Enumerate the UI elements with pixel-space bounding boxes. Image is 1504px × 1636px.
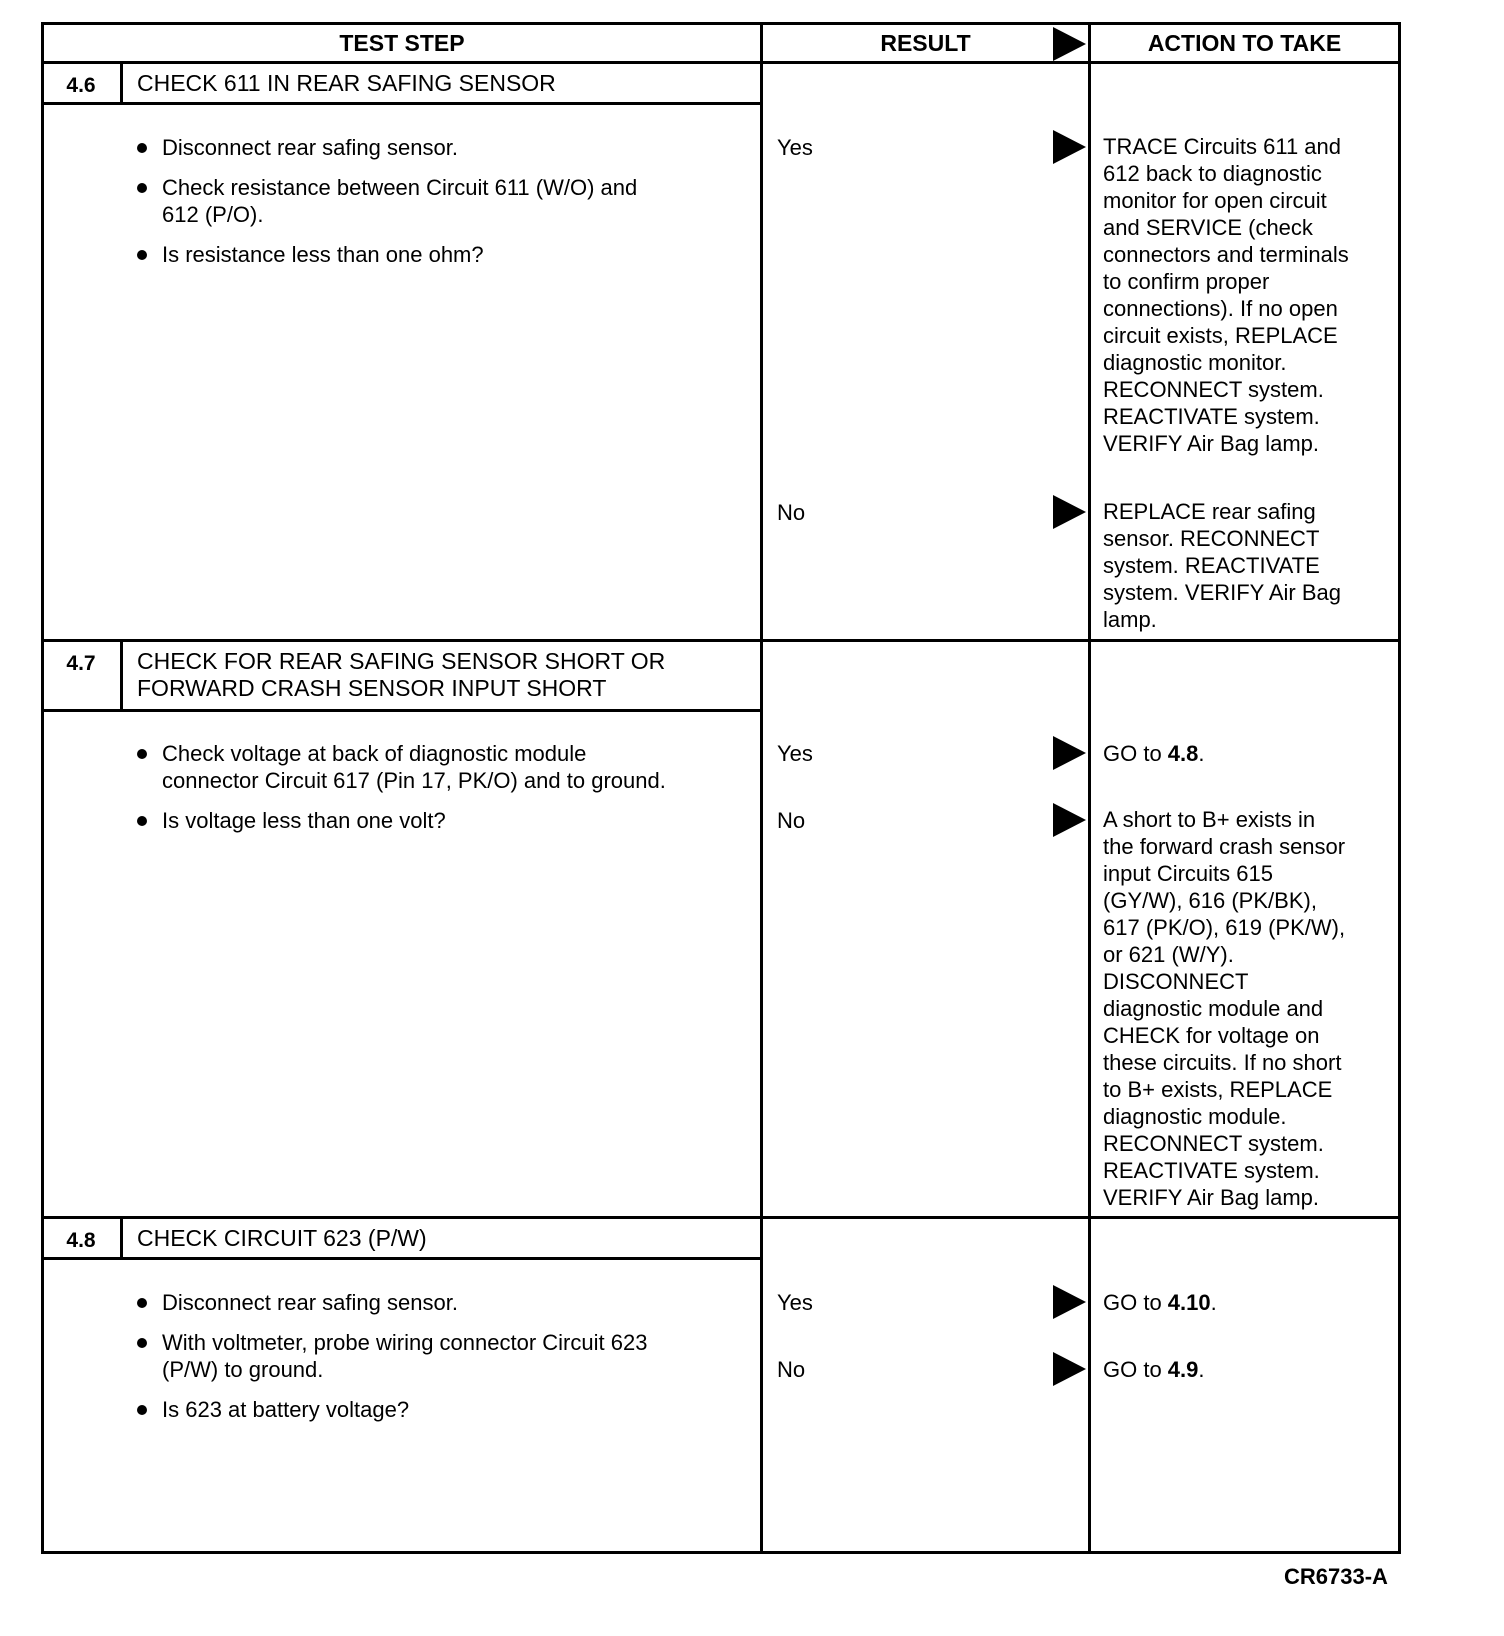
table-right-border bbox=[1398, 22, 1401, 1553]
result-arrow-icon bbox=[1053, 1352, 1086, 1386]
step-instruction: With voltmeter, probe wiring connector Circuit 623 (P/W) to ground. bbox=[162, 1330, 648, 1382]
action-text: A short to B+ exists in the forward crash sensor input Circuits 615 (GY/W), 616 (PK/BK), 617 (PK/O), 619 (PK/W), or 621 (W/Y). DISCONNECT diagnostic module and CHECK for voltage on these circuits. If no short to B+ exists, REPLACE diagnostic module. RECONNECT system. REACTIVATE system. VERIFY Air Bag lamp. bbox=[1103, 807, 1346, 1210]
result-label: No bbox=[777, 1357, 806, 1382]
header-test-step: TEST STEP bbox=[339, 30, 465, 56]
step-number: 4.6 bbox=[66, 74, 96, 97]
step-instruction: Check resistance between Circuit 611 (W/O) and 612 (P/O). bbox=[162, 175, 638, 227]
table-bottom-border bbox=[41, 1551, 1401, 1554]
action-text bbox=[1103, 1356, 1398, 1383]
action-text: REPLACE rear safing sensor. RECONNECT system. REACTIVATE system. VERIFY Air Bag lamp. bbox=[1103, 499, 1342, 632]
action-text bbox=[1103, 740, 1398, 767]
action-step-ref: 4.8 bbox=[1167, 741, 1199, 766]
bullet-icon bbox=[137, 143, 147, 153]
action-step-ref: 4.9 bbox=[1167, 1357, 1199, 1382]
result-arrow-icon bbox=[1053, 736, 1086, 770]
action-text: TRACE Circuits 611 and 612 back to diagnostic monitor for open circuit and SERVICE (check connectors and terminals to confirm proper connections). If no open circuit exists, REPLACE diagnostic monitor. RECONNECT system. REACTIVATE system. VERIFY Air Bag lamp. bbox=[1103, 134, 1349, 456]
bullet-icon bbox=[137, 816, 147, 826]
result-arrow-icon bbox=[1053, 495, 1086, 529]
step-title-underline bbox=[41, 102, 760, 105]
step-instruction: Check voltage at back of diagnostic module connector Circuit 617 (Pin 17, PK/O) and to ground. bbox=[162, 741, 666, 793]
result-arrow-icon bbox=[1053, 130, 1086, 164]
bullet-icon bbox=[137, 250, 147, 260]
bullet-icon bbox=[137, 183, 147, 193]
step-title-underline bbox=[41, 709, 760, 712]
result-label: No bbox=[777, 808, 806, 833]
step-separator bbox=[41, 1216, 1401, 1219]
bullet-icon bbox=[137, 749, 147, 759]
action-suffix: . bbox=[1198, 741, 1205, 766]
step-instruction: Is resistance less than one ohm? bbox=[162, 242, 484, 267]
action-prefix: GO to bbox=[1103, 1290, 1168, 1315]
bullet-icon bbox=[137, 1405, 147, 1415]
table-left-border bbox=[41, 22, 44, 1553]
step-title-underline bbox=[41, 1257, 760, 1260]
result-column-divider bbox=[760, 22, 763, 1553]
header-bottom-border bbox=[41, 61, 1401, 64]
action-prefix: GO to bbox=[1103, 741, 1168, 766]
action-suffix: . bbox=[1210, 1290, 1217, 1315]
header-action: ACTION TO TAKE bbox=[1147, 30, 1342, 56]
result-arrow-icon bbox=[1053, 1285, 1086, 1319]
action-text bbox=[1103, 1289, 1398, 1316]
action-prefix: GO to bbox=[1103, 1357, 1168, 1382]
result-arrow-icon bbox=[1053, 803, 1086, 837]
step-instruction: Disconnect rear safing sensor. bbox=[162, 135, 458, 160]
step-number-divider bbox=[120, 1216, 123, 1259]
result-label: Yes bbox=[777, 741, 813, 766]
bullet-icon bbox=[137, 1338, 147, 1348]
result-label: No bbox=[777, 500, 806, 525]
bullet-icon bbox=[137, 1298, 147, 1308]
step-number-divider bbox=[120, 639, 123, 711]
action-column-divider bbox=[1088, 22, 1091, 1553]
action-suffix: . bbox=[1198, 1357, 1205, 1382]
step-instruction: Disconnect rear safing sensor. bbox=[162, 1290, 458, 1315]
result-label: Yes bbox=[777, 1290, 813, 1315]
step-instruction: Is 623 at battery voltage? bbox=[162, 1397, 410, 1422]
step-separator bbox=[41, 639, 1401, 642]
step-title: CHECK CIRCUIT 623 (P/W) bbox=[137, 1225, 427, 1251]
header-arrow-icon bbox=[1053, 27, 1086, 61]
step-number-divider bbox=[120, 61, 123, 104]
figure-id: CR6733-A bbox=[1284, 1564, 1388, 1589]
header-result: RESULT bbox=[880, 30, 971, 56]
step-number: 4.8 bbox=[66, 1229, 96, 1252]
step-title: CHECK FOR REAR SAFING SENSOR SHORT OR FORWARD CRASH SENSOR INPUT SHORT bbox=[137, 648, 666, 701]
table-top-border bbox=[41, 22, 1401, 25]
action-step-ref: 4.10 bbox=[1167, 1290, 1211, 1315]
step-number: 4.7 bbox=[66, 652, 96, 675]
step-title: CHECK 611 IN REAR SAFING SENSOR bbox=[137, 70, 556, 96]
result-label: Yes bbox=[777, 135, 813, 160]
step-instruction: Is voltage less than one volt? bbox=[162, 808, 446, 833]
